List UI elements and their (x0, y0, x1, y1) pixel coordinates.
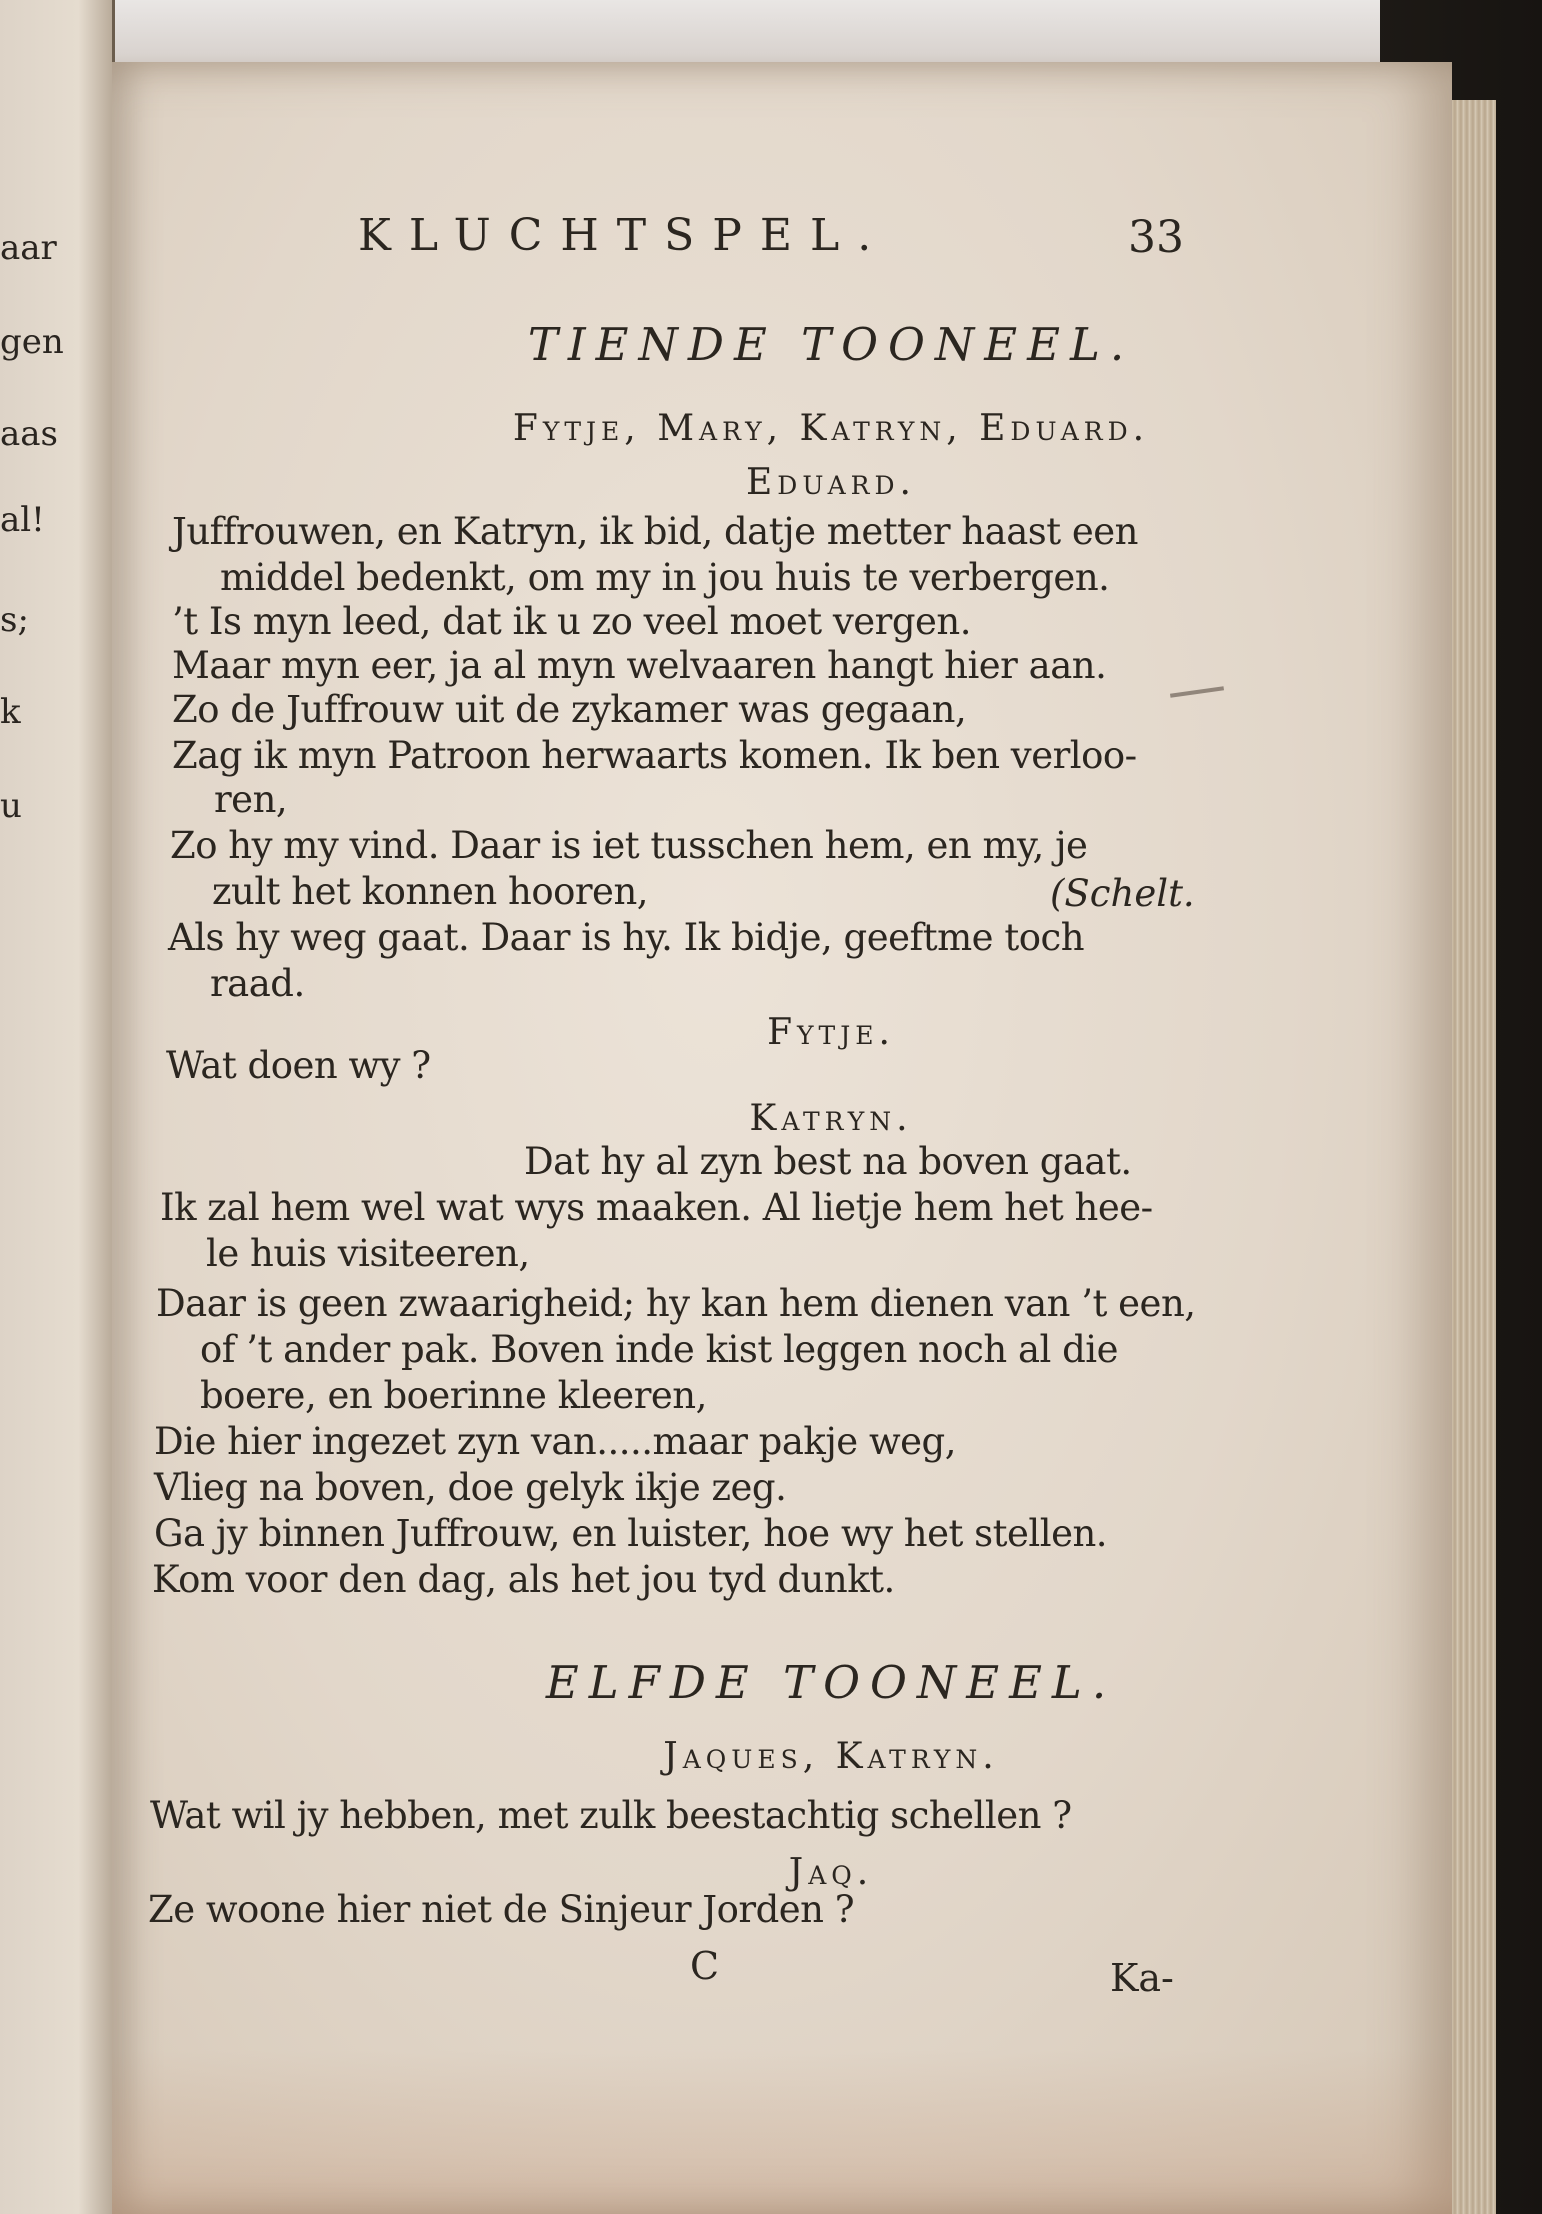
page-number: 33 (1128, 212, 1184, 263)
left-fragment: u (0, 786, 22, 826)
cast-list: Fytje, Mary, Katryn, Eduard. (512, 408, 1150, 449)
verse-line: Wat doen wy ? (166, 1044, 431, 1087)
left-fragment: k (0, 692, 21, 732)
scene-title: TIENDE TOONEEL. (527, 318, 1135, 371)
verse-line: boere, en boerinne kleeren, (200, 1374, 707, 1417)
left-fragment: aar (0, 228, 57, 268)
verse-line: Die hier ingezet zyn van.....maar pakje weg, (154, 1420, 956, 1463)
left-fragment: al! (0, 500, 45, 540)
verse-line: ren, (214, 778, 288, 821)
speaker-name: Eduard. (746, 462, 916, 503)
verse-line: Vlieg na boven, doe gelyk ikje zeg. (154, 1466, 787, 1509)
speaker-name: Jaq. (788, 1852, 874, 1893)
stage-direction: (Schelt. (1050, 872, 1195, 915)
running-head: KLUCHTSPEL. (358, 210, 890, 261)
verse-line: Zag ik myn Patroon herwaarts komen. Ik ben verloo- (172, 734, 1137, 777)
verse-line: Zo de Juffrouw uit de zykamer was gegaan, (172, 688, 967, 731)
verse-line: le huis visiteeren, (206, 1232, 530, 1275)
page-stain (112, 2050, 1452, 2214)
verse-line: Daar is geen zwaarigheid; hy kan hem dienen van ’t een, (156, 1282, 1196, 1325)
verse-line: Kom voor den dag, als het jou tyd dunkt. (152, 1558, 895, 1601)
verse-line: of ’t ander pak. Boven inde kist leggen noch al die (200, 1328, 1119, 1371)
verse-line: zult het konnen hooren, (212, 870, 649, 913)
cast-list: Jaques, Katryn. (663, 1736, 999, 1777)
verse-line: Ik zal hem wel wat wys maaken. Al lietje hem het hee- (160, 1186, 1153, 1229)
catchword: Ka- (1110, 1956, 1174, 2000)
left-fragment: aas (0, 414, 58, 454)
left-fragment: s; (0, 600, 29, 640)
verse-line: raad. (210, 962, 305, 1005)
left-fragment: gen (0, 322, 64, 362)
verse-line: Ga jy binnen Juffrouw, en luister, hoe wy het stellen. (154, 1512, 1108, 1555)
verse-line: ’t Is myn leed, dat ik u zo veel moet vergen. (172, 600, 972, 643)
signature-mark: C (690, 1944, 720, 1988)
verse-line: Maar myn eer, ja al myn welvaaren hangt hier aan. (172, 644, 1107, 687)
verse-line: Juffrouwen, en Katryn, ik bid, datje metter haast een (172, 510, 1138, 553)
verse-line: Ze woone hier niet de Sinjeur Jorden ? (148, 1888, 855, 1931)
verse-line: Als hy weg gaat. Daar is hy. Ik bidje, geeftme toch (168, 916, 1085, 959)
verse-line: Dat hy al zyn best na boven gaat. (524, 1140, 1132, 1183)
verse-line: Zo hy my vind. Daar is iet tusschen hem, en my, je (170, 824, 1088, 867)
verse-line: middel bedenkt, om my in jou huis te verbergen. (220, 556, 1110, 599)
scene-title: ELFDE TOONEEL. (545, 1656, 1117, 1709)
verse-line: Wat wil jy hebben, met zulk beestachtig schellen ? (150, 1794, 1072, 1837)
speaker-name: Fytje. (767, 1012, 895, 1053)
speaker-name: Katryn. (749, 1098, 913, 1139)
